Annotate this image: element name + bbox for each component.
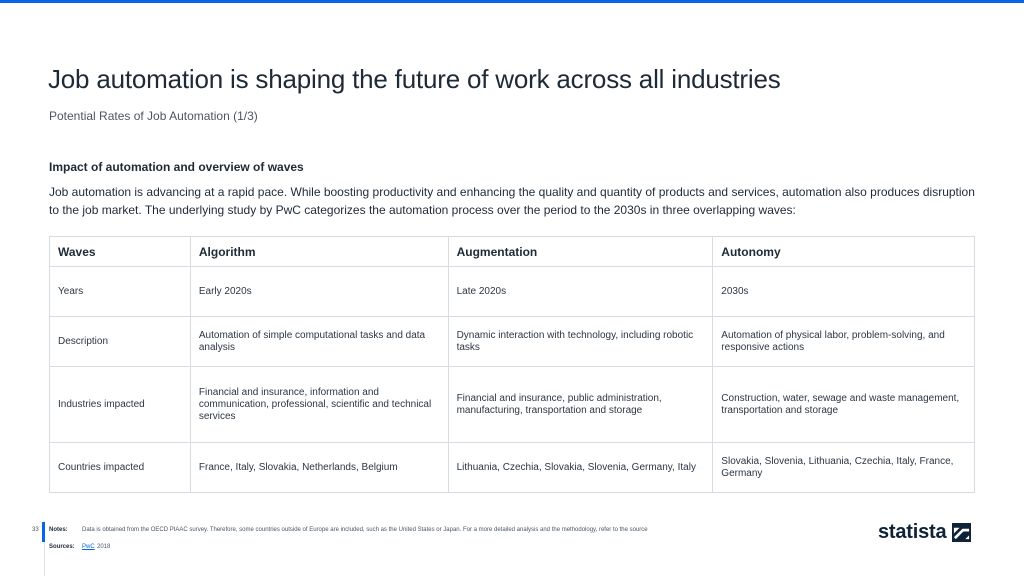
section-heading: Impact of automation and overview of waves bbox=[49, 160, 304, 174]
table-cell: France, Italy, Slovakia, Netherlands, Belgium bbox=[190, 443, 448, 493]
table-row bbox=[50, 443, 975, 493]
statista-logo[interactable] bbox=[878, 521, 971, 544]
table-cell: Construction, water, sewage and waste management, transportation and storage bbox=[713, 367, 975, 443]
header-waves: Waves bbox=[50, 237, 191, 267]
table-row bbox=[50, 367, 975, 443]
page-number: 33 bbox=[32, 527, 39, 533]
page-title: Job automation is shaping the future of work across all industries bbox=[48, 64, 781, 94]
table-cell: Automation of simple computational tasks and data analysis bbox=[190, 317, 448, 367]
table-row bbox=[50, 317, 975, 367]
table-cell: Late 2020s bbox=[448, 267, 713, 317]
row-label-industries: Industries impacted bbox=[50, 367, 191, 443]
statista-logo-icon bbox=[952, 523, 971, 542]
intro-paragraph: Job automation is advancing at a rapid pace. While boosting productivity and enhancing the quality and quantity of products and services, automation also produces disruption to the job market. The underlying study by PwC categorizes the automation process over the period to the 2030s in three overlapping waves: bbox=[49, 185, 975, 217]
notes-text: Data is obtained from the OECD PIAAC survey. Therefore, some countries outside of Europe are included, such as the United States or Japan. For a more detailed analysis and the methodology, refer to the source bbox=[82, 527, 648, 533]
table-cell: Financial and insurance, public administration, manufacturing, transportation and storage bbox=[448, 367, 713, 443]
page-subtitle: Potential Rates of Job Automation (1/3) bbox=[49, 109, 258, 123]
row-label-description: Description bbox=[50, 317, 191, 367]
sources-label: Sources: bbox=[49, 544, 75, 550]
table-cell: Automation of physical labor, problem-solving, and responsive actions bbox=[713, 317, 975, 367]
page-number-divider bbox=[42, 522, 45, 542]
automation-waves-table bbox=[49, 236, 975, 493]
table-row bbox=[50, 267, 975, 317]
table-cell: Slovakia, Slovenia, Lithuania, Czechia, Italy, France, Germany bbox=[713, 443, 975, 493]
row-label-years: Years bbox=[50, 267, 191, 317]
table-cell: Early 2020s bbox=[190, 267, 448, 317]
table-header-row bbox=[50, 237, 975, 267]
footer-divider bbox=[44, 542, 45, 576]
top-accent-bar bbox=[0, 0, 1024, 3]
header-autonomy: Autonomy bbox=[713, 237, 975, 267]
table-cell: Financial and insurance, information and communication, professional, scientific and technical services bbox=[190, 367, 448, 443]
row-label-countries: Countries impacted bbox=[50, 443, 191, 493]
table-cell: Dynamic interaction with technology, including robotic tasks bbox=[448, 317, 713, 367]
logo-wordmark: statista bbox=[878, 521, 947, 543]
table-cell: Lithuania, Czechia, Slovakia, Slovenia, Germany, Italy bbox=[448, 443, 713, 493]
notes-label: Notes: bbox=[49, 527, 68, 533]
table-cell: 2030s bbox=[713, 267, 975, 317]
sources-year: 2018 bbox=[97, 544, 111, 550]
source-link-pwc[interactable]: PwC bbox=[82, 544, 95, 550]
header-augmentation: Augmentation bbox=[448, 237, 713, 267]
header-algorithm: Algorithm bbox=[190, 237, 448, 267]
